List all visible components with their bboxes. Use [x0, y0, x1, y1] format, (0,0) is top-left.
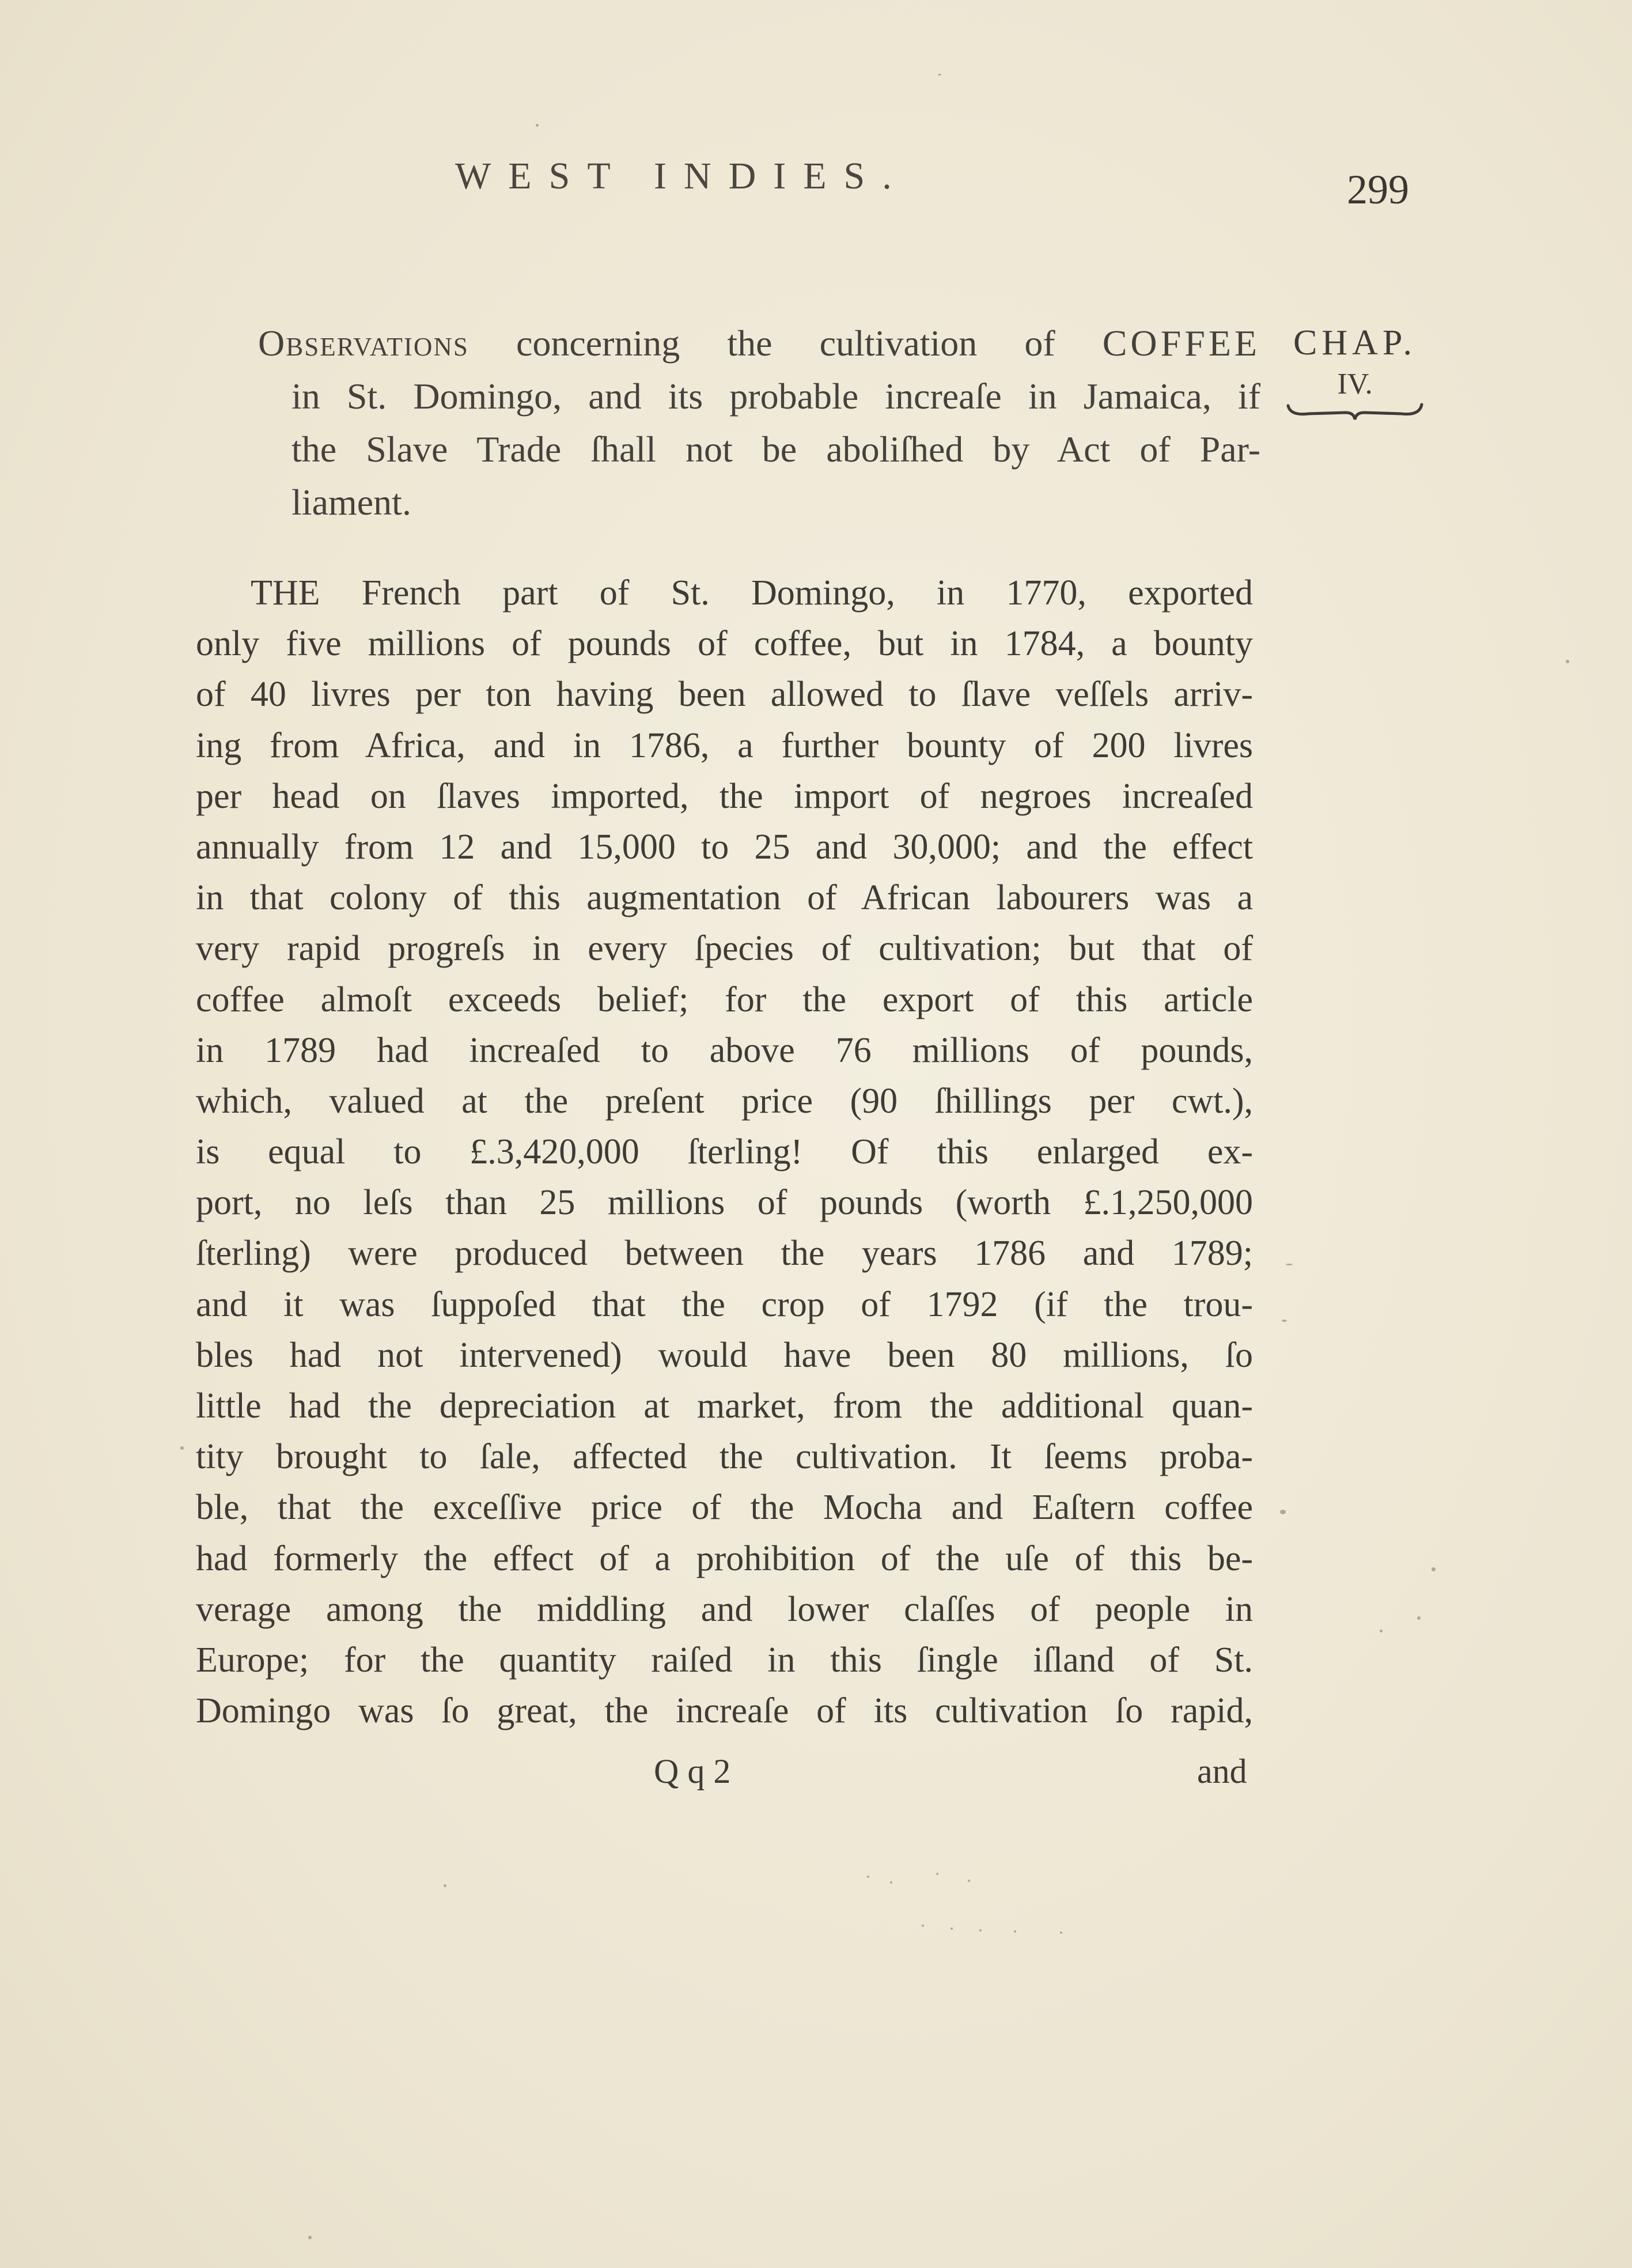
body-paragraph [196, 568, 1253, 1736]
paper-speck [536, 124, 539, 127]
page-number: 299 [1347, 167, 1409, 213]
body-line: coffee almoſt exceeds belief; for the export of this article [196, 980, 1253, 1019]
body-line: port, no leſs than 25 millions of pounds (worth £.1,250,000 [196, 1183, 1253, 1223]
paper-speck [1380, 1630, 1383, 1632]
paper-speck [951, 1927, 953, 1930]
body-line: of 40 livres per ton having been allowed to ſlave veſſels arriv- [196, 675, 1253, 715]
running-title: WEST INDIES. [455, 155, 909, 197]
heading-lead-word: Observations [258, 323, 469, 364]
heading-line-3: the Slave Trade ſhall not be aboliſhed by Act of Par- [291, 429, 1260, 470]
body-line: and it was ſuppoſed that the crop of 1792 (if the trou- [196, 1284, 1253, 1324]
paper-speck [1432, 1567, 1436, 1571]
paper-speck [444, 1884, 446, 1887]
catchword: and [1197, 1752, 1247, 1790]
paper-speck [867, 1876, 869, 1878]
paper-speck [1286, 1264, 1293, 1265]
paper-speck [936, 1873, 938, 1875]
paper-speck [1280, 1510, 1286, 1514]
paper-speck [180, 1446, 184, 1450]
body-line: annually from 12 and 15,000 to 25 and 30,000; and the effect [196, 827, 1253, 867]
paper-speck [1566, 660, 1569, 663]
chapter-label: CHAP. [1293, 323, 1417, 362]
body-line: which, valued at the preſent price (90 ſhillings per cwt.), [196, 1081, 1253, 1121]
body-line: only five millions of pounds of coffee, but in 1784, a bounty [196, 624, 1253, 664]
signature-mark: Q q 2 [654, 1752, 731, 1790]
body-line: per head on ſlaves imported, the import of negroes increaſed [196, 776, 1253, 816]
paper-speck [890, 1881, 892, 1884]
paper-speck [979, 1929, 982, 1931]
body-line: THE French part of St. Domingo, in 1770, exported [251, 573, 1253, 613]
body-line: ing from Africa, and in 1786, a further bounty of 200 livres [196, 725, 1253, 765]
chapter-number: IV. [1337, 368, 1373, 400]
heading-line-4: liament. [291, 482, 411, 523]
body-line: is equal to £.3,420,000 ſterling! Of this enlarged ex- [196, 1132, 1253, 1172]
chapter-brace-ornament [1286, 401, 1424, 424]
body-line: tity brought to ſale, affected the cultivation. It ſeems proba- [196, 1437, 1253, 1477]
paper-speck [1060, 1931, 1062, 1934]
body-line: very rapid progreſs in every ſpecies of cultivation; but that of [196, 929, 1253, 969]
body-line: bles had not intervened) would have been 80 millions, ſo [196, 1335, 1253, 1375]
paper-speck [1282, 1320, 1287, 1322]
body-line: Europe; for the quantity raiſed in this ſingle iſland of St. [196, 1640, 1253, 1680]
body-line: ble, that the exceſſive price of the Mocha and Eaſtern coffee [196, 1488, 1253, 1528]
paper-speck [922, 1925, 924, 1927]
body-line: verage among the middling and lower claſſes of people in [196, 1589, 1253, 1629]
chapter-section-heading [258, 317, 1260, 529]
heading-line-1 [258, 317, 1260, 370]
paper-speck [1014, 1930, 1016, 1933]
heading-line-2: in St. Domingo, and its probable increaſe in Jamaica, if [291, 376, 1260, 417]
paper-speck [968, 1880, 970, 1882]
chapter-marker [1280, 323, 1430, 424]
paper-speck [938, 74, 941, 75]
body-line: in 1789 had increaſed to above 76 millions of pounds, [196, 1030, 1253, 1070]
heading-coffee-word: COFFEE [1102, 323, 1260, 364]
body-line: had formerly the effect of a prohibition of the uſe of this be- [196, 1539, 1253, 1578]
body-line: Domingo was ſo great, the increaſe of its cultivation ſo rapid, [196, 1691, 1253, 1731]
body-line: in that colony of this augmentation of African labourers was a [196, 878, 1253, 918]
paper-speck [1417, 1616, 1421, 1620]
body-line: ſterling) were produced between the years 1786 and 1789; [196, 1234, 1253, 1273]
heading-line-1-text: concerning the cultivation of [468, 323, 1103, 364]
paper-speck [308, 2236, 312, 2239]
body-line: little had the depreciation at market, from the additional quan- [196, 1386, 1253, 1426]
